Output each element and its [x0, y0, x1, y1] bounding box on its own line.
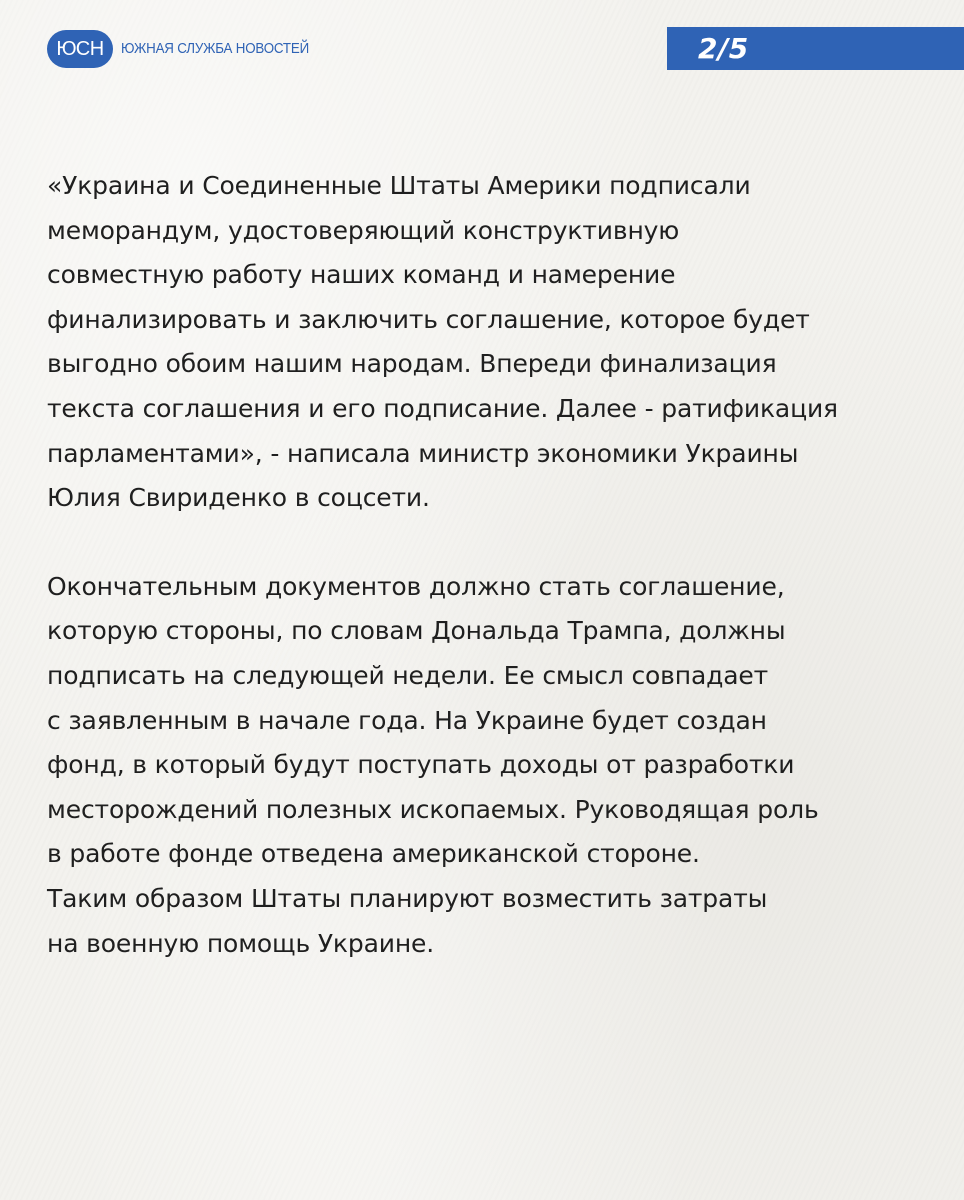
paragraph-line: Таким образом Штаты планируют возместить затраты [47, 883, 768, 913]
paragraph-line: в работе фонде отведена американской стороне. [47, 839, 700, 869]
paragraph-line: с заявленным в начале года. На Украине будет создан [47, 705, 767, 735]
article-body [47, 164, 937, 966]
paragraph-line: Окончательным документов должно стать соглашение, [47, 571, 785, 601]
paragraph-line: месторождений полезных ископаемых. Руководящая роль [47, 794, 819, 824]
paragraph-1 [47, 164, 937, 521]
paragraph-line: парламентами», - написала министр экономики Украины [47, 438, 799, 468]
logo-text: ЮЖНАЯ СЛУЖБА НОВОСТЕЙ [121, 41, 309, 57]
paragraph-line: подписать на следующей недели. Ее смысл совпадает [47, 660, 769, 690]
logo [47, 30, 325, 68]
page-indicator-badge [667, 27, 964, 70]
paragraph-line: фонд, в который будут поступать доходы от разработки [47, 750, 795, 780]
paragraph-line: меморандум, удостоверяющий конструктивную [47, 215, 680, 245]
paragraph-line: на военную помощь Украине. [47, 928, 435, 958]
paragraph-line: которую стороны, по словам Дональда Трампа, должны [47, 616, 786, 646]
page-indicator: 2/5 [698, 32, 749, 65]
paragraph-line: «Украина и Соединенные Штаты Америки подписали [47, 171, 751, 200]
paragraph-line: текста соглашения и его подписание. Далее - ратификация [47, 393, 838, 423]
paragraph-line: финализировать и заключить соглашение, которое будет [47, 304, 810, 334]
logo-badge: ЮСН [47, 30, 113, 68]
paragraph-2 [47, 565, 937, 966]
paragraph-line: выгодно обоим нашим народам. Впереди финализация [47, 349, 777, 379]
paragraph-line: Юлия Свириденко в соцсети. [47, 483, 430, 513]
paragraph-line: совместную работу наших команд и намерение [47, 260, 676, 290]
